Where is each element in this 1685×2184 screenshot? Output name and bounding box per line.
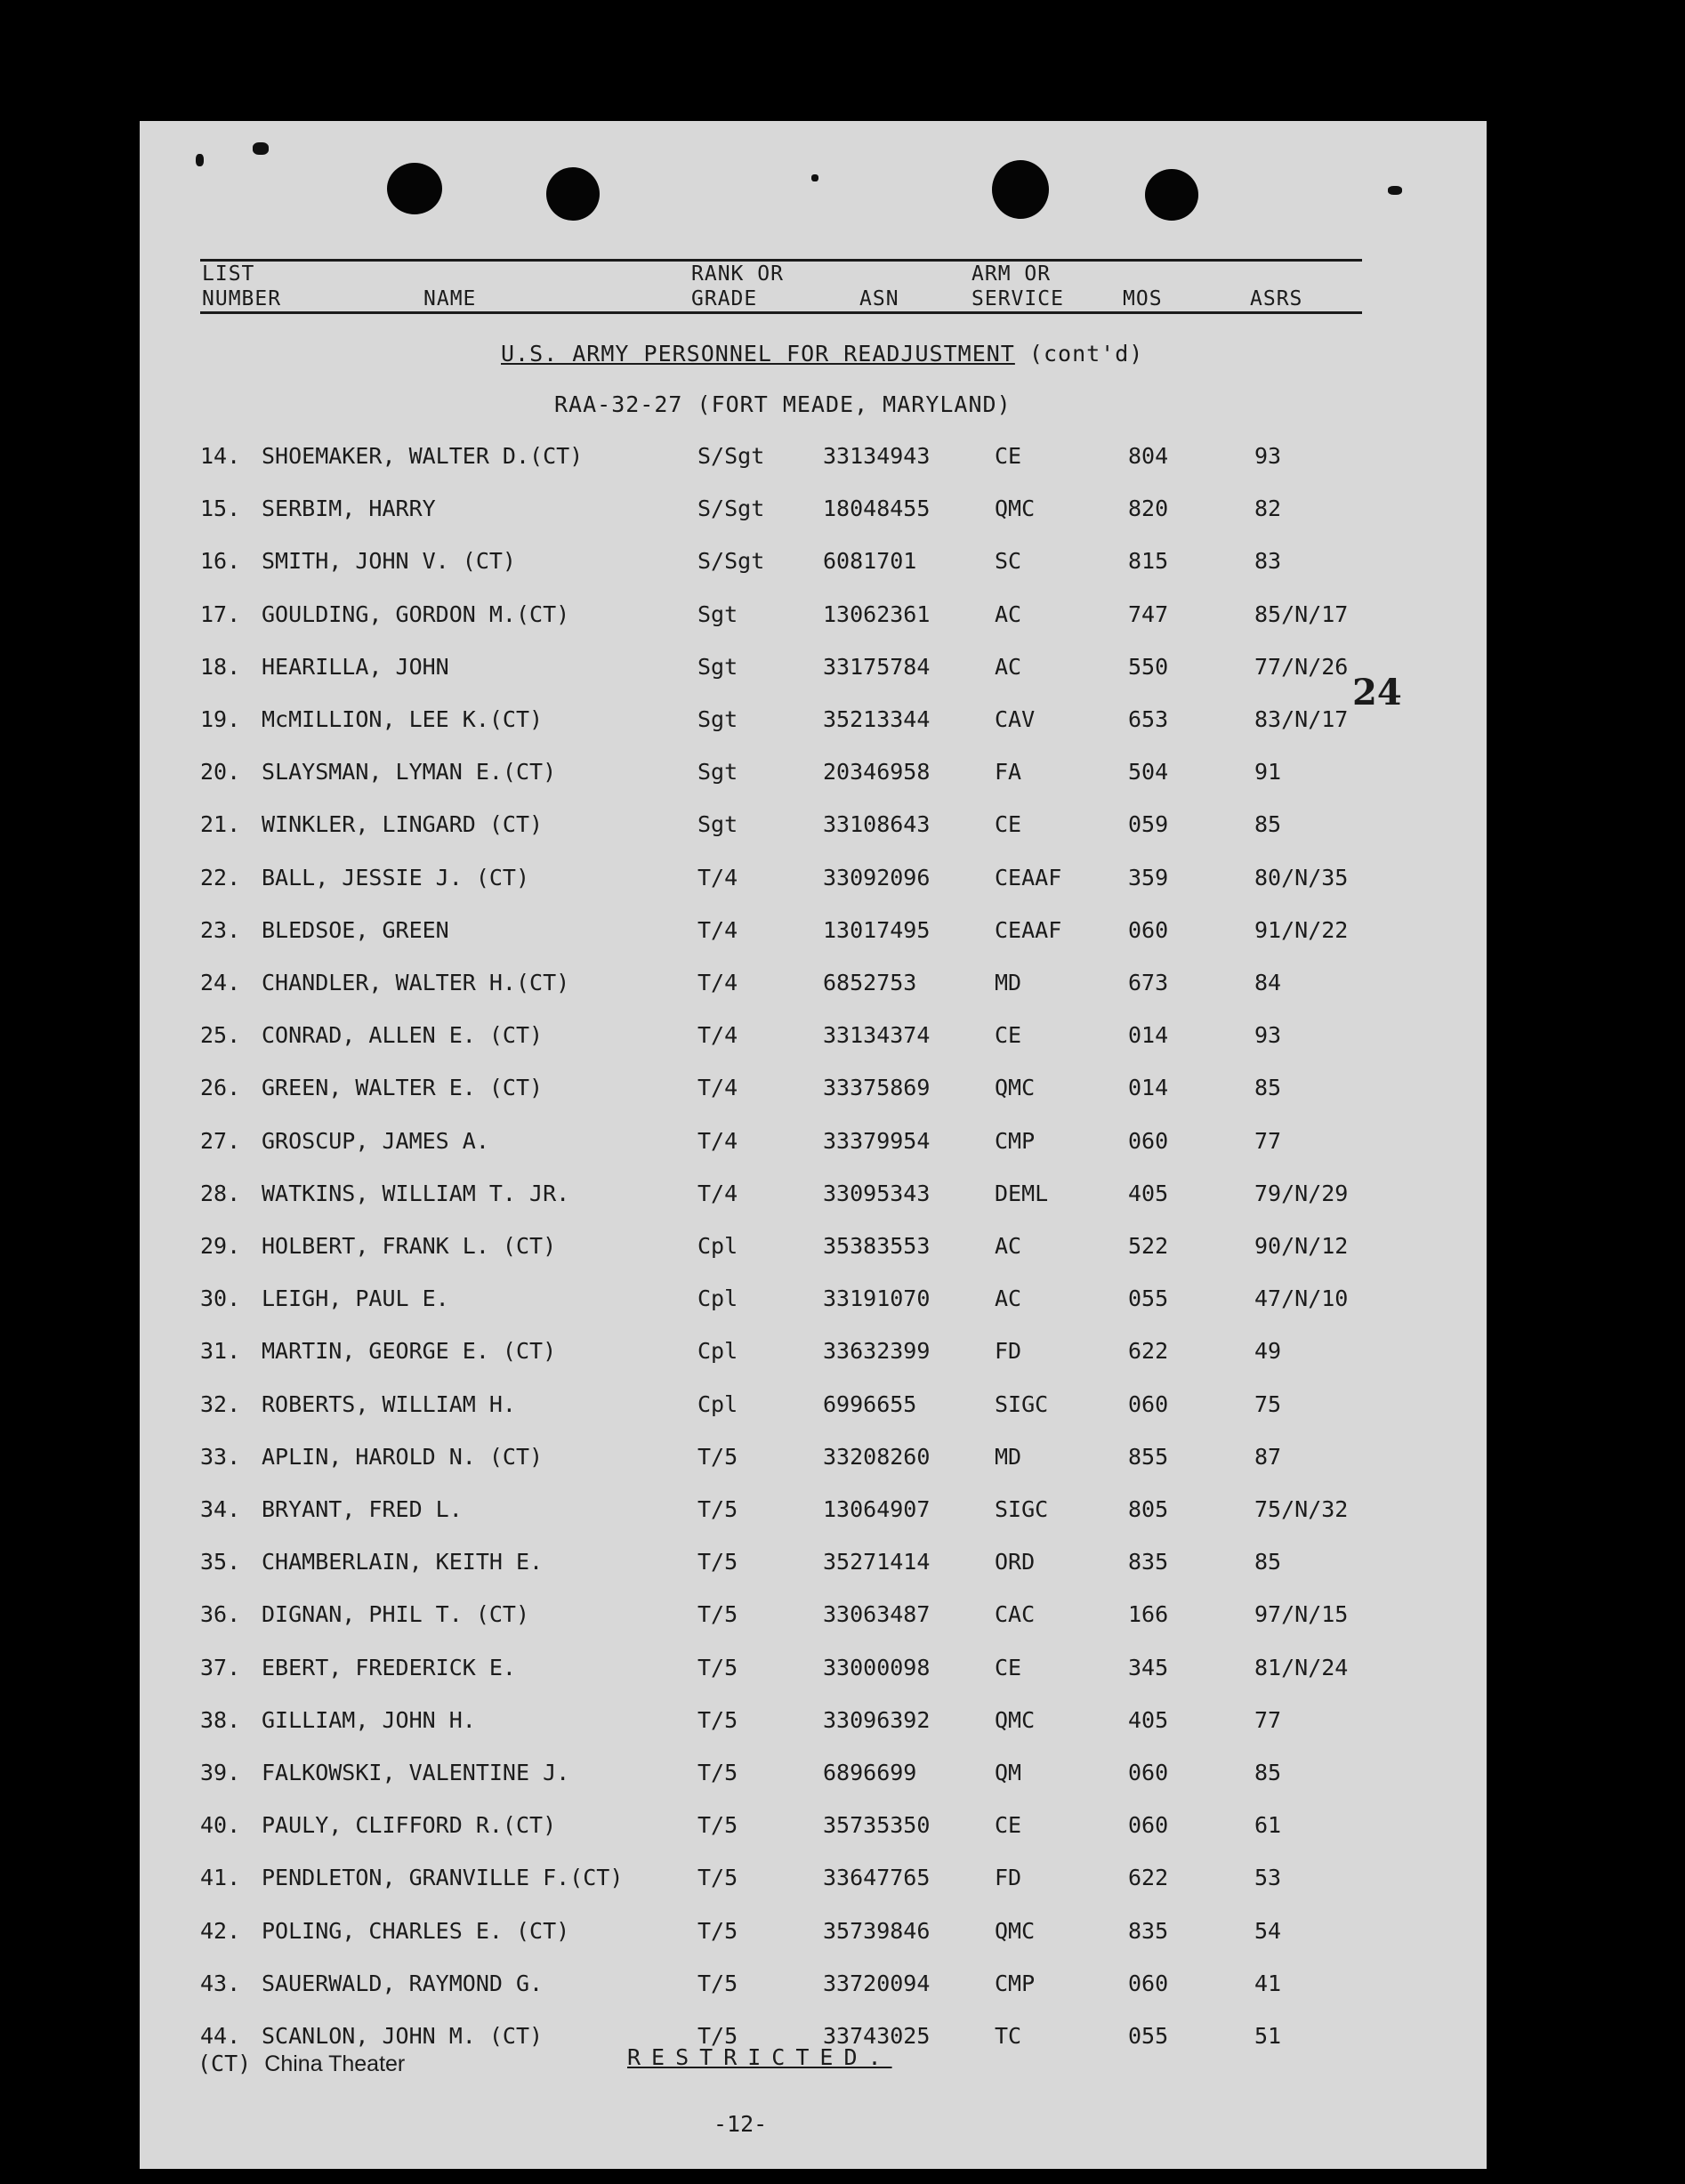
section-title-cont: (cont'd) — [1028, 341, 1144, 367]
table-row — [0, 1707, 1685, 1743]
cell-mos: 060 — [1128, 916, 1169, 943]
cell-num: 18. — [200, 653, 241, 680]
table-row — [0, 601, 1685, 637]
cell-asrs: 84 — [1254, 970, 1282, 995]
cell-asn: 35383553 — [823, 1233, 931, 1259]
cell-asn: 18048455 — [823, 496, 931, 522]
cell-name: SHOEMAKER, WALTER D.(CT) — [262, 443, 584, 469]
cell-name: HOLBERT, FRANK L. (CT) — [262, 1233, 557, 1259]
cell-asrs: 93 — [1254, 1022, 1282, 1049]
cell-asn: 33134374 — [823, 1022, 931, 1049]
cell-name: CHAMBERLAIN, KEITH E. — [262, 1549, 544, 1576]
cell-mos: 835 — [1128, 1549, 1169, 1576]
cell-asn: 35271414 — [823, 1549, 931, 1576]
cell-asn: 6996655 — [823, 1390, 917, 1417]
cell-asn: 20346958 — [823, 759, 931, 786]
cell-name: PAULY, CLIFFORD R.(CT) — [262, 1812, 557, 1839]
cell-name: EBERT, FREDERICK E. — [262, 1654, 516, 1680]
cell-arm: CMP — [995, 1970, 1036, 1996]
cell-rank: T/5 — [697, 1812, 738, 1839]
table-row — [0, 1496, 1685, 1532]
table-row — [0, 443, 1685, 479]
cell-arm: SIGC — [995, 1496, 1049, 1522]
table-row — [0, 1918, 1685, 1954]
cell-asrs: 91 — [1254, 759, 1282, 786]
cell-asn: 33092096 — [823, 864, 931, 891]
cell-asn: 33191070 — [823, 1285, 931, 1312]
table-row — [0, 759, 1685, 794]
cell-name: WATKINS, WILLIAM T. JR. — [262, 1180, 570, 1206]
section-subtitle: RAA-32-27 (FORT MEADE, MARYLAND) — [554, 391, 1012, 417]
cell-name: CONRAD, ALLEN E. (CT) — [262, 1022, 544, 1049]
cell-mos: 550 — [1128, 653, 1169, 680]
cell-name: PENDLETON, GRANVILLE F.(CT) — [262, 1865, 624, 1891]
cell-arm: ORD — [995, 1549, 1036, 1576]
cell-name: SCANLON, JOHN M. (CT) — [262, 2023, 544, 2049]
cell-mos: 804 — [1128, 443, 1169, 469]
table-row — [0, 706, 1685, 742]
cell-rank: S/Sgt — [697, 496, 765, 522]
cell-arm: CE — [995, 1022, 1022, 1049]
cell-rank: Sgt — [697, 811, 738, 838]
cell-arm: QMC — [995, 1917, 1036, 1944]
cell-rank: T/5 — [697, 1970, 738, 1996]
cell-asn: 33743025 — [823, 2023, 931, 2049]
cell-asn: 33000098 — [823, 1654, 931, 1680]
cell-name: BRYANT, FRED L. — [262, 1496, 463, 1522]
ink-speck — [1388, 186, 1402, 195]
cell-rank: T/4 — [697, 1075, 738, 1101]
cell-asrs: 91/N/22 — [1254, 916, 1349, 943]
cell-num: 44. — [200, 2023, 241, 2049]
cell-asn: 35735350 — [823, 1812, 931, 1839]
cell-num: 14. — [200, 443, 241, 469]
cell-arm: QMC — [995, 496, 1036, 522]
cell-num: 28. — [200, 1180, 241, 1206]
cell-rank: T/5 — [697, 1654, 738, 1680]
cell-rank: Cpl — [697, 1285, 738, 1312]
cell-mos: 014 — [1128, 1022, 1169, 1049]
cell-asn: 33379954 — [823, 1127, 931, 1154]
cell-asrs: 85 — [1254, 811, 1282, 838]
col-header-list-number: LIST NUMBER — [202, 262, 282, 310]
cell-num: 15. — [200, 496, 241, 522]
cell-num: 19. — [200, 706, 241, 732]
cell-num: 40. — [200, 1812, 241, 1839]
cell-asrs: 85/N/17 — [1254, 600, 1349, 627]
ink-speck — [253, 142, 269, 155]
cell-num: 27. — [200, 1127, 241, 1154]
cell-arm: AC — [995, 1285, 1022, 1312]
table-row — [0, 1549, 1685, 1584]
table-row — [0, 1760, 1685, 1795]
cell-arm: CMP — [995, 1127, 1036, 1154]
header-bottom-rule — [200, 311, 1362, 314]
table-row — [0, 1601, 1685, 1637]
cell-num: 43. — [200, 1970, 241, 1996]
cell-arm: QMC — [995, 1075, 1036, 1101]
cell-mos: 522 — [1128, 1233, 1169, 1259]
cell-asrs: 79/N/29 — [1254, 1180, 1349, 1206]
cell-num: 20. — [200, 759, 241, 786]
cell-name: BLEDSOE, GREEN — [262, 916, 449, 943]
cell-asn: 33134943 — [823, 443, 931, 469]
cell-arm: FD — [995, 1865, 1022, 1891]
cell-asn: 33632399 — [823, 1338, 931, 1365]
cell-arm: AC — [995, 600, 1022, 627]
cell-num: 36. — [200, 1601, 241, 1628]
table-row — [0, 1181, 1685, 1216]
cell-asn: 33095343 — [823, 1180, 931, 1206]
cell-mos: 345 — [1128, 1654, 1169, 1680]
col-header-name: NAME — [423, 287, 477, 310]
cell-name: GILLIAM, JOHN H. — [262, 1706, 476, 1733]
cell-asn: 33375869 — [823, 1075, 931, 1101]
cell-asn: 13017495 — [823, 916, 931, 943]
cell-rank: T/4 — [697, 1180, 738, 1206]
cell-rank: Cpl — [697, 1390, 738, 1417]
cell-asn: 33108643 — [823, 811, 931, 838]
table-row — [0, 1128, 1685, 1164]
table-row — [0, 1022, 1685, 1058]
cell-arm: QM — [995, 1760, 1022, 1785]
cell-rank: T/5 — [697, 1601, 738, 1628]
cell-name: DIGNAN, PHIL T. (CT) — [262, 1601, 530, 1628]
cell-mos: 405 — [1128, 1706, 1169, 1733]
legend-key: (CT) — [198, 2051, 252, 2076]
cell-arm: CEAAF — [995, 916, 1062, 943]
cell-asrs: 41 — [1254, 1970, 1282, 1996]
cell-rank: S/Sgt — [697, 548, 765, 575]
cell-asrs: 81/N/24 — [1254, 1654, 1349, 1680]
col-header-mos: MOS — [1123, 287, 1163, 310]
cell-name: MARTIN, GEORGE E. (CT) — [262, 1338, 557, 1365]
cell-rank: Sgt — [697, 600, 738, 627]
cell-asrs: 51 — [1254, 2023, 1282, 2049]
cell-rank: Cpl — [697, 1338, 738, 1365]
cell-rank: Sgt — [697, 706, 738, 732]
page-number: -12- — [714, 2111, 768, 2137]
cell-rank: T/5 — [697, 1549, 738, 1576]
cell-asn: 13062361 — [823, 600, 931, 627]
cell-num: 33. — [200, 1443, 241, 1470]
cell-num: 39. — [200, 1760, 241, 1785]
table-row — [0, 1391, 1685, 1427]
cell-num: 16. — [200, 548, 241, 575]
cell-asn: 6081701 — [823, 548, 917, 575]
cell-num: 37. — [200, 1654, 241, 1680]
cell-name: GOULDING, GORDON M.(CT) — [262, 600, 570, 627]
table-row — [0, 1812, 1685, 1848]
cell-asn: 33063487 — [823, 1601, 931, 1628]
cell-mos: 359 — [1128, 864, 1169, 891]
cell-asrs: 77/N/26 — [1254, 653, 1349, 680]
cell-asrs: 87 — [1254, 1443, 1282, 1470]
table-row — [0, 917, 1685, 953]
cell-num: 32. — [200, 1390, 241, 1417]
cell-asrs: 49 — [1254, 1338, 1282, 1365]
cell-asn: 33096392 — [823, 1706, 931, 1733]
cell-rank: T/4 — [697, 864, 738, 891]
cell-asrs: 80/N/35 — [1254, 864, 1349, 891]
cell-rank: Sgt — [697, 759, 738, 786]
table-row — [0, 496, 1685, 531]
section-title-main: U.S. ARMY PERSONNEL FOR READJUSTMENT — [501, 341, 1015, 367]
cell-mos: 622 — [1128, 1338, 1169, 1365]
cell-num: 34. — [200, 1496, 241, 1522]
cell-arm: MD — [995, 1443, 1022, 1470]
cell-rank: T/5 — [697, 1443, 738, 1470]
table-row — [0, 811, 1685, 847]
cell-arm: CE — [995, 1654, 1022, 1680]
cell-name: SMITH, JOHN V. (CT) — [262, 548, 516, 575]
cell-mos: 055 — [1128, 1285, 1169, 1312]
cell-num: 23. — [200, 916, 241, 943]
cell-name: CHANDLER, WALTER H.(CT) — [262, 970, 570, 995]
col-header-arm: ARM OR SERVICE — [971, 262, 1064, 310]
cell-arm: CAV — [995, 706, 1036, 732]
cell-arm: SC — [995, 548, 1022, 575]
ink-speck — [811, 174, 818, 181]
table-row — [0, 970, 1685, 1005]
cell-mos: 835 — [1128, 1917, 1169, 1944]
cell-asrs: 83/N/17 — [1254, 706, 1349, 732]
cell-rank: T/5 — [697, 1917, 738, 1944]
cell-asrs: 85 — [1254, 1760, 1282, 1785]
cell-name: SLAYSMAN, LYMAN E.(CT) — [262, 759, 557, 786]
cell-rank: T/5 — [697, 1760, 738, 1785]
classification-marking: RESTRICTED. — [627, 2044, 892, 2070]
legend-value: China Theater — [264, 2051, 406, 2076]
cell-num: 26. — [200, 1075, 241, 1101]
cell-num: 35. — [200, 1549, 241, 1576]
table-row — [0, 1865, 1685, 1900]
cell-mos: 747 — [1128, 600, 1169, 627]
punch-hole — [387, 163, 442, 214]
cell-num: 42. — [200, 1917, 241, 1944]
table-row — [0, 1970, 1685, 2006]
col-header-asn: ASN — [859, 287, 899, 310]
cell-asrs: 97/N/15 — [1254, 1601, 1349, 1628]
cell-name: FALKOWSKI, VALENTINE J. — [262, 1760, 570, 1785]
cell-arm: DEML — [995, 1180, 1049, 1206]
cell-asrs: 90/N/12 — [1254, 1233, 1349, 1259]
cell-mos: 166 — [1128, 1601, 1169, 1628]
table-row — [0, 1444, 1685, 1479]
cell-asrs: 93 — [1254, 443, 1282, 469]
cell-mos: 060 — [1128, 1390, 1169, 1417]
col-header-asrs: ASRS — [1250, 287, 1303, 310]
cell-asrs: 82 — [1254, 496, 1282, 522]
cell-mos: 014 — [1128, 1075, 1169, 1101]
cell-name: ROBERTS, WILLIAM H. — [262, 1390, 516, 1417]
punch-hole — [1145, 169, 1198, 221]
cell-rank: T/5 — [697, 1496, 738, 1522]
cell-mos: 820 — [1128, 496, 1169, 522]
cell-asn: 6852753 — [823, 970, 917, 995]
cell-num: 30. — [200, 1285, 241, 1312]
cell-mos: 060 — [1128, 1127, 1169, 1154]
cell-num: 25. — [200, 1022, 241, 1049]
cell-rank: T/5 — [697, 1706, 738, 1733]
cell-asn: 33720094 — [823, 1970, 931, 1996]
cell-name: GROSCUP, JAMES A. — [262, 1127, 489, 1154]
cell-num: 22. — [200, 864, 241, 891]
cell-mos: 622 — [1128, 1865, 1169, 1891]
punch-hole — [546, 167, 600, 221]
table-row — [0, 654, 1685, 689]
table-row — [0, 1655, 1685, 1690]
col-header-rank: RANK OR GRADE — [691, 262, 784, 310]
cell-asn: 33647765 — [823, 1865, 931, 1891]
cell-name: HEARILLA, JOHN — [262, 653, 449, 680]
table-row — [0, 1233, 1685, 1269]
cell-num: 21. — [200, 811, 241, 838]
cell-rank: T/5 — [697, 2023, 738, 2049]
legend — [198, 2051, 405, 2077]
cell-asrs: 75/N/32 — [1254, 1496, 1349, 1522]
cell-name: SERBIM, HARRY — [262, 496, 436, 522]
cell-arm: CAC — [995, 1601, 1036, 1628]
cell-num: 41. — [200, 1865, 241, 1891]
cell-asn: 6896699 — [823, 1760, 917, 1785]
cell-arm: CE — [995, 1812, 1022, 1839]
cell-mos: 504 — [1128, 759, 1169, 786]
cell-mos: 805 — [1128, 1496, 1169, 1522]
table-row — [0, 548, 1685, 584]
cell-mos: 060 — [1128, 1760, 1169, 1785]
cell-asrs: 47/N/10 — [1254, 1285, 1349, 1312]
cell-rank: S/Sgt — [697, 443, 765, 469]
cell-asrs: 61 — [1254, 1812, 1282, 1839]
table-row — [0, 1338, 1685, 1374]
cell-asn: 35739846 — [823, 1917, 931, 1944]
punch-hole — [992, 160, 1049, 219]
cell-mos: 060 — [1128, 1812, 1169, 1839]
cell-mos: 055 — [1128, 2023, 1169, 2049]
cell-name: APLIN, HAROLD N. (CT) — [262, 1443, 544, 1470]
cell-arm: MD — [995, 970, 1022, 995]
cell-asrs: 85 — [1254, 1549, 1282, 1576]
table-row — [0, 1285, 1685, 1321]
page-stamp-number: 24 — [1352, 672, 1402, 713]
cell-asrs: 77 — [1254, 1127, 1282, 1154]
cell-num: 31. — [200, 1338, 241, 1365]
cell-name: POLING, CHARLES E. (CT) — [262, 1917, 570, 1944]
cell-asrs: 54 — [1254, 1917, 1282, 1944]
cell-mos: 060 — [1128, 1970, 1169, 1996]
cell-name: GREEN, WALTER E. (CT) — [262, 1075, 544, 1101]
cell-arm: QMC — [995, 1706, 1036, 1733]
cell-mos: 673 — [1128, 970, 1169, 995]
cell-arm: SIGC — [995, 1390, 1049, 1417]
cell-asrs: 53 — [1254, 1865, 1282, 1891]
cell-arm: AC — [995, 653, 1022, 680]
cell-mos: 815 — [1128, 548, 1169, 575]
cell-asrs: 85 — [1254, 1075, 1282, 1101]
cell-rank: Sgt — [697, 653, 738, 680]
cell-asn: 13064907 — [823, 1496, 931, 1522]
cell-name: BALL, JESSIE J. (CT) — [262, 864, 530, 891]
cell-mos: 059 — [1128, 811, 1169, 838]
cell-rank: T/4 — [697, 970, 738, 995]
cell-num: 17. — [200, 600, 241, 627]
cell-asrs: 83 — [1254, 548, 1282, 575]
cell-mos: 855 — [1128, 1443, 1169, 1470]
cell-arm: FA — [995, 759, 1022, 786]
cell-asn: 35213344 — [823, 706, 931, 732]
cell-arm: FD — [995, 1338, 1022, 1365]
section-title — [501, 341, 1143, 367]
cell-arm: CE — [995, 443, 1022, 469]
cell-asn: 33175784 — [823, 653, 931, 680]
cell-asn: 33208260 — [823, 1443, 931, 1470]
cell-num: 38. — [200, 1706, 241, 1733]
cell-rank: T/5 — [697, 1865, 738, 1891]
cell-rank: Cpl — [697, 1233, 738, 1259]
cell-rank: T/4 — [697, 1127, 738, 1154]
cell-num: 29. — [200, 1233, 241, 1259]
cell-arm: TC — [995, 2023, 1022, 2049]
cell-name: SAUERWALD, RAYMOND G. — [262, 1970, 544, 1996]
table-row — [0, 865, 1685, 900]
table-row — [0, 1075, 1685, 1110]
cell-name: WINKLER, LINGARD (CT) — [262, 811, 544, 838]
cell-arm: AC — [995, 1233, 1022, 1259]
cell-name: McMILLION, LEE K.(CT) — [262, 706, 544, 732]
cell-asrs: 75 — [1254, 1390, 1282, 1417]
cell-name: LEIGH, PAUL E. — [262, 1285, 449, 1312]
cell-mos: 653 — [1128, 706, 1169, 732]
cell-rank: T/4 — [697, 916, 738, 943]
cell-asrs: 77 — [1254, 1706, 1282, 1733]
cell-arm: CE — [995, 811, 1022, 838]
ink-speck — [196, 154, 204, 166]
cell-rank: T/4 — [697, 1022, 738, 1049]
cell-mos: 405 — [1128, 1180, 1169, 1206]
cell-arm: CEAAF — [995, 864, 1062, 891]
cell-num: 24. — [200, 970, 241, 995]
